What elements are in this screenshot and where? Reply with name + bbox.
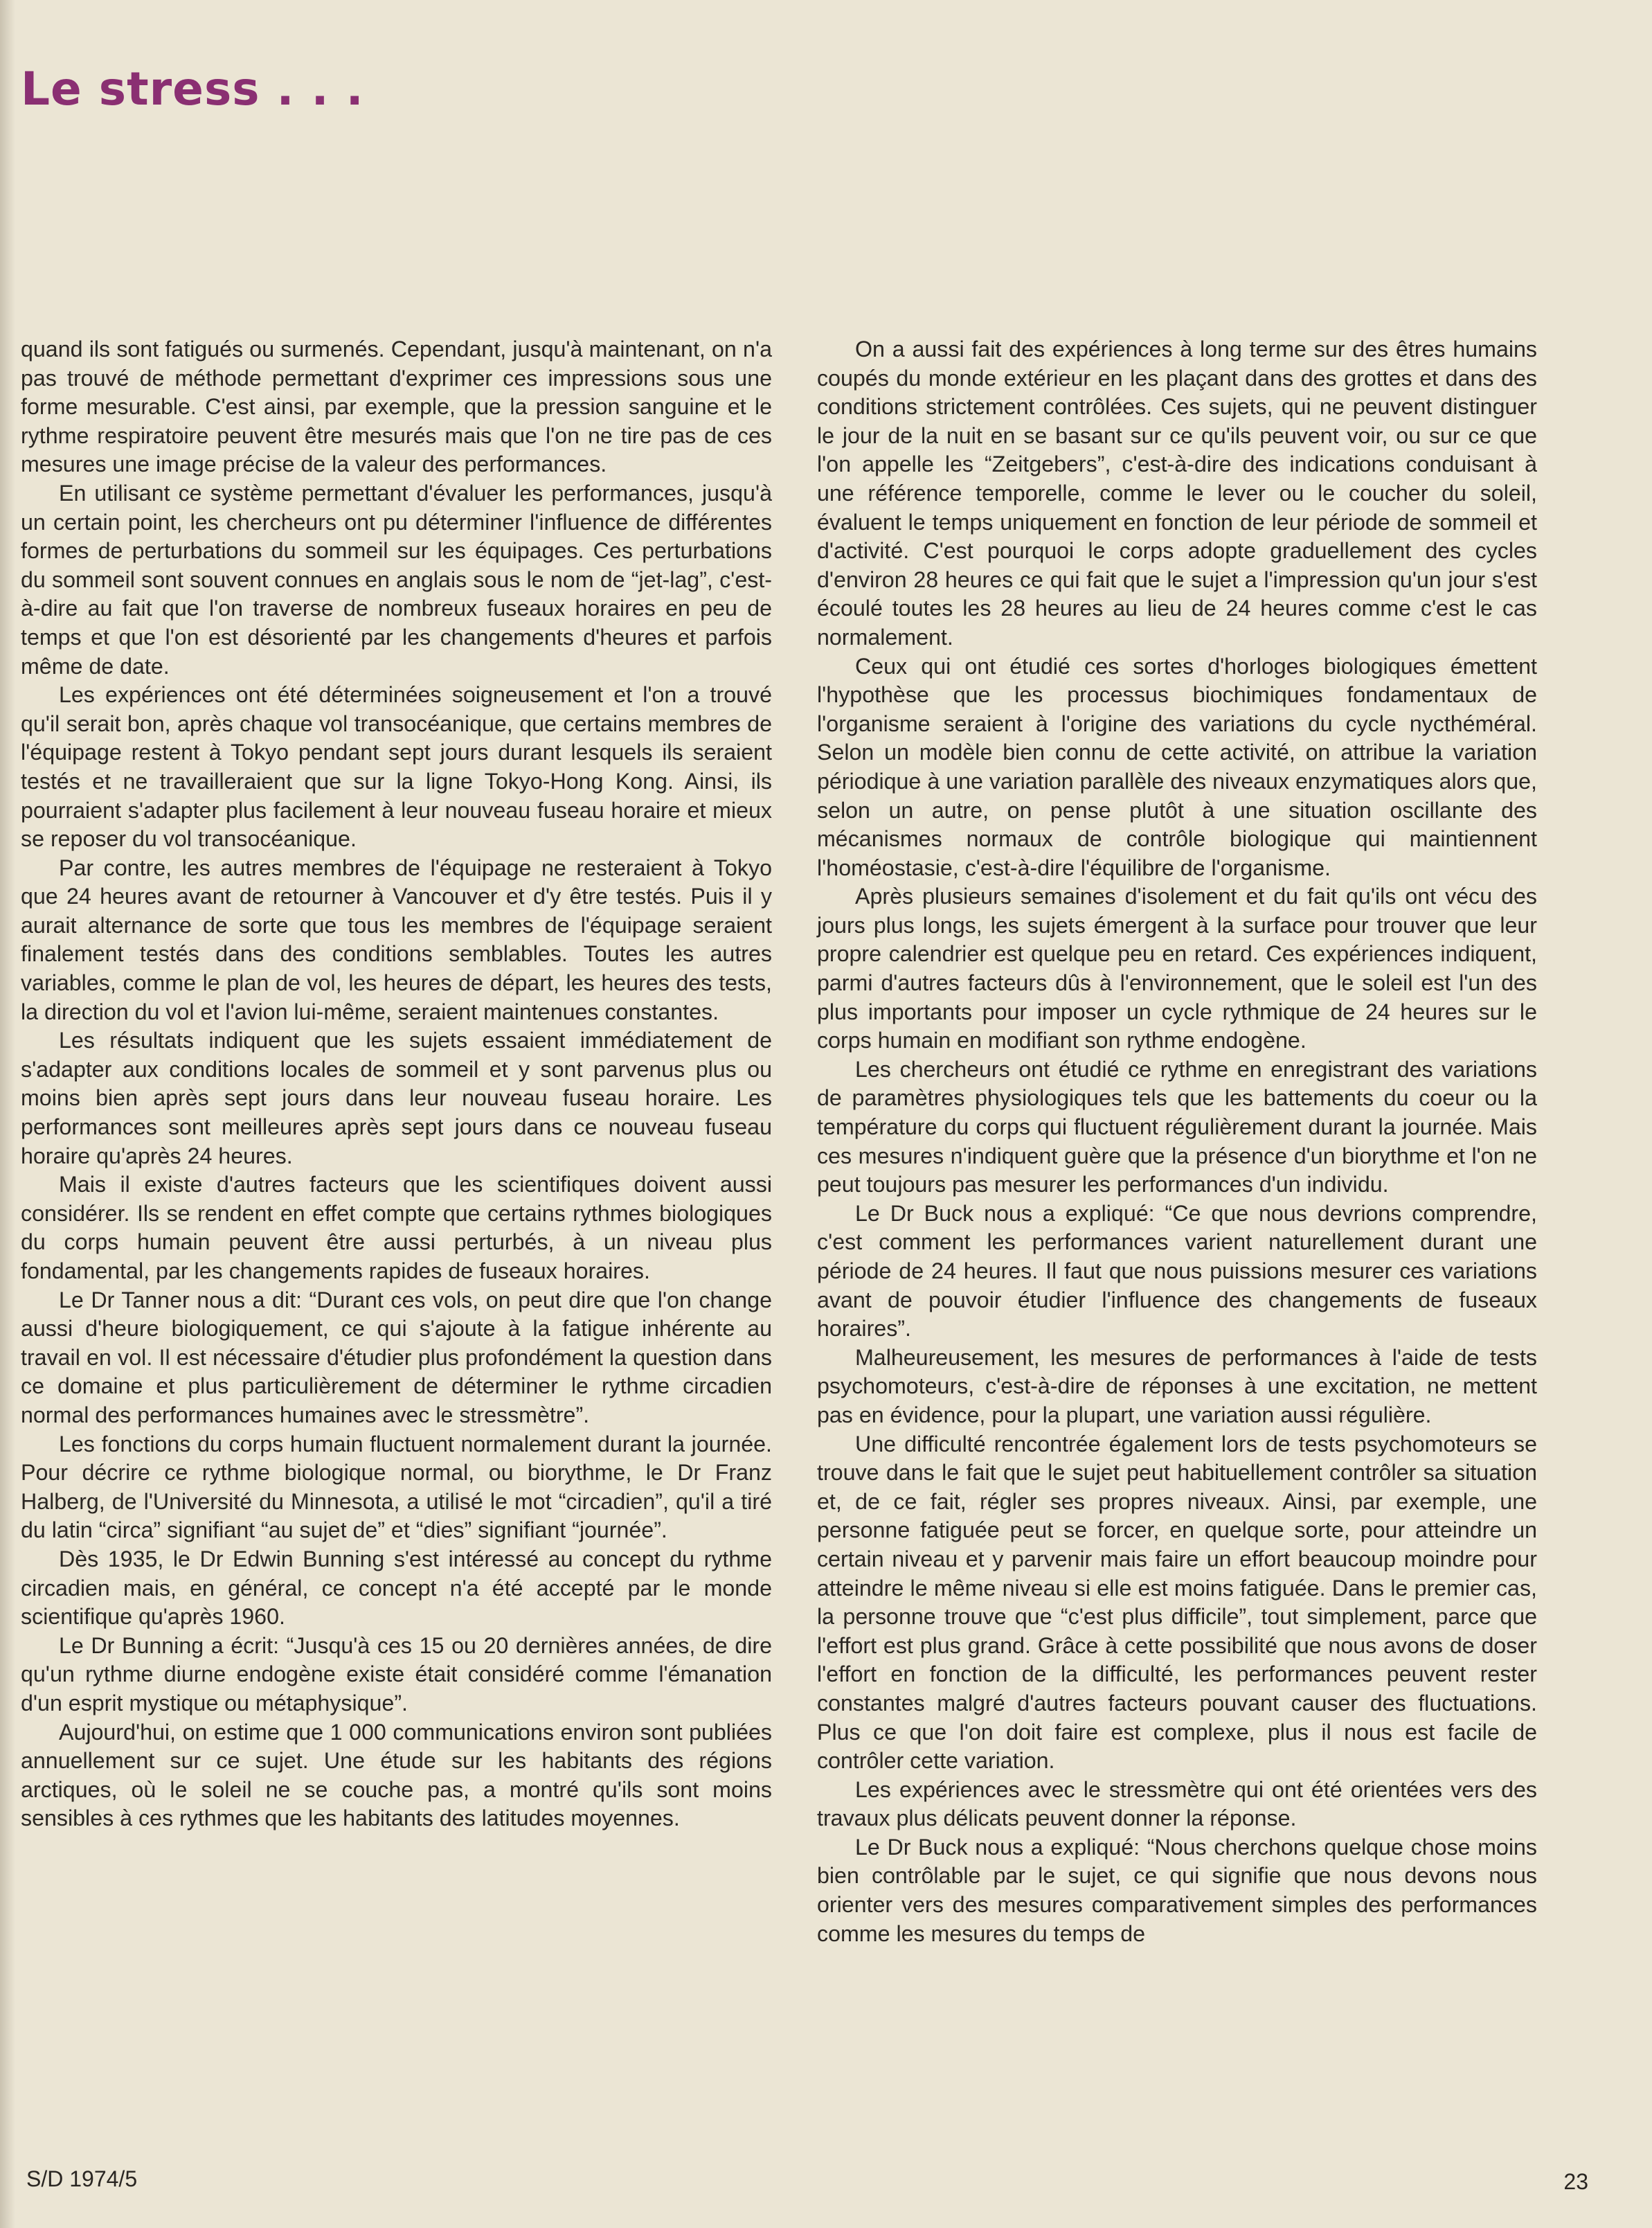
paragraph: Une difficulté rencontrée également lors de tests psychomoteurs se trouve dans le fait que le sujet peut habituellement contrôler sa situation et, de ce fait, régler ses propres niveaux. Ainsi, par exemple, une personne fatiguée peut se forcer, en quelque sorte, pour atteindre un certain niveau et y parvenir mais faire un effort beaucoup moindre pour atteindre le même niveau si elle est moins fatiguée. Dans le premier cas, la personne trouve que “c'est plus difficile”, tout simplement, parce que l'effort est plus grand. Grâce à cette possibilité que nous avons de doser l'effort en fonction de la difficulté, les performances peuvent rester constantes malgré d'autres facteurs pouvant causer des fluctuations. Plus ce que l'on doit faire est complexe, plus il nous est facile de contrôler cette variation. <box>817 1431 1537 1774</box>
page-binding-edge <box>0 0 15 2228</box>
paragraph: Malheureusement, les mesures de performances à l'aide de tests psychomoteurs, c'est-à-dire de réponses à une excitation, ne mettent pas en évidence, pour la plupart, une variation aussi régulière. <box>817 1344 1537 1427</box>
paragraph: Le Dr Buck nous a expliqué: “Ce que nous devrions comprendre, c'est comment les performances varient naturellement durant une période de 24 heures. Il faut que nous puissions mesurer ces variations avant de pouvoir étudier l'influence des changements de fuseaux horaires”. <box>817 1200 1537 1342</box>
paragraph: Mais il existe d'autres facteurs que les scientifiques doivent aussi considérer. Ils se rendent en effet compte que certains rythmes biologiques du corps humain peuvent être aussi perturbés, à un niveau plus fondamental, par les changements rapides de fuseaux horaires. <box>21 1172 772 1283</box>
right-column <box>817 335 1537 1948</box>
paragraph: Les chercheurs ont étudié ce rythme en enregistrant des variations de paramètres physiologiques tels que les battements du coeur ou la température du corps qui fluctuent régulièrement durant la journée. Mais ces mesures n'indiquent guère que la présence d'un biorythme et l'on ne peut toujours pas mesurer les performances d'un individu. <box>817 1056 1537 1197</box>
paragraph: Par contre, les autres membres de l'équipage ne resteraient à Tokyo que 24 heures avant de retourner à Vancouver et d'y être testés. Puis il y aurait alternance de sorte que tous les membres de l'équipage seraient finalement testés dans des conditions semblables. Toutes les autres variables, comme le plan de vol, les heures de départ, les heures des tests, la direction du vol et l'avion lui-même, seraient maintenues constantes. <box>21 855 772 1024</box>
paragraph: Les expériences avec le stressmètre qui ont été orientées vers des travaux plus délicats peuvent donner la réponse. <box>817 1776 1537 1831</box>
paragraph: quand ils sont fatigués ou surmenés. Cependant, jusqu'à maintenant, on n'a pas trouvé de méthode permettant d'exprimer ces impressions sous une forme mesurable. C'est ainsi, par exemple, que la pression sanguine et le rythme respiratoire peuvent être mesurés mais que l'on ne tire pas de ces mesures une image précise de la valeur des performances. <box>21 337 772 477</box>
paragraph: En utilisant ce système permettant d'évaluer les performances, jusqu'à un certain point, les chercheurs ont pu déterminer l'influence de différentes formes de perturbations du sommeil sur les équipages. Ces perturbations du sommeil sont souvent connues en anglais sous le nom de “jet-lag”, c'est-à-dire au fait que l'on traverse de nombreux fuseaux horaires en peu de temps et que l'on est désorienté par les changements d'heures et parfois même de date. <box>21 480 772 679</box>
paragraph: Les fonctions du corps humain fluctuent normalement durant la journée. Pour décrire ce rythme biologique normal, ou biorythme, le Dr Franz Halberg, de l'Université du Minnesota, a utilisé le mot “circadien”, qu'il a tiré du latin “circa” signifiant “au sujet de” et “dies” signifiant “journée”. <box>21 1431 772 1543</box>
footer-source: S/D 1974/5 <box>26 2166 138 2191</box>
page-number: 23 <box>1563 2169 1588 2194</box>
paragraph: On a aussi fait des expériences à long terme sur des êtres humains coupés du monde extérieur en les plaçant dans des grottes et dans des conditions strictement contrôlées. Ces sujets, qui ne peuvent distinguer le jour de la nuit en se basant sur ce qu'ils peuvent voir, ou sur ce que l'on appelle les “Zeitgebers”, c'est-à-dire des indications conduisant à une référence temporelle, comme le lever ou le coucher du soleil, évaluent le temps uniquement en fonction de leur période de sommeil et d'activité. C'est pourquoi le corps adopte graduellement des cycles d'environ 28 heures ce qui fait que le sujet a l'impression qu'un jour s'est écoulé toutes les 28 heures au lieu de 24 heures comme c'est le cas normalement. <box>817 337 1537 650</box>
paragraph: Ceux qui ont étudié ces sortes d'horloges biologiques émettent l'hypothèse que les processus biochimiques fondamentaux de l'organisme seraient à l'origine des variations du cycle nycthéméral. Selon un modèle bien connu de cette activité, on attribue la variation périodique à une variation parallèle des niveaux enzymatiques alors que, selon un autre, on pense plutôt à une situation oscillante des mécanismes normaux de contrôle biologique qui maintiennent l'homéostasie, c'est-à-dire l'équilibre de l'organisme. <box>817 653 1537 880</box>
left-column <box>21 335 772 1833</box>
paragraph: Le Dr Tanner nous a dit: “Durant ces vols, on peut dire que l'on change aussi d'heure biologiquement, ce qui s'ajoute à la fatigue inhérente au travail en vol. Il est nécessaire d'étudier plus profondément la question dans ce domaine et plus particulièrement de déterminer le rythme circadien normal des performances humaines avec le stressmètre”. <box>21 1287 772 1427</box>
paragraph: Le Dr Buck nous a expliqué: “Nous cherchons quelque chose moins bien contrôlable par le sujet, ce qui signifie que nous devons nous orienter vers des mesures comparativement simples des performances comme les mesures du temps de <box>817 1834 1537 1946</box>
paragraph: Les résultats indiquent que les sujets essaient immédiatement de s'adapter aux conditions locales de sommeil et y sont parvenus plus ou moins bien après sept jours dans leur nouveau fuseau horaire. Les performances sont meilleures après sept jours dans ce nouveau fuseau horaire qu'après 24 heures. <box>21 1028 772 1168</box>
paragraph: Dès 1935, le Dr Edwin Bunning s'est intéressé au concept du rythme circadien mais, en général, ce concept n'a été accepté par le monde scientifique qu'après 1960. <box>21 1546 772 1630</box>
paragraph: Le Dr Bunning a écrit: “Jusqu'à ces 15 ou 20 dernières années, de dire qu'un rythme diurne endogène existe était considéré comme l'émanation d'un esprit mystique ou métaphysique”. <box>21 1632 772 1715</box>
page-heading: Le stress . . . <box>21 62 364 116</box>
paragraph: Les expériences ont été déterminées soigneusement et l'on a trouvé qu'il serait bon, après chaque vol transocéanique, que certains membres de l'équipage restent à Tokyo pendant sept jours durant lesquels ils seraient testés et ne travailleraient que sur la ligne Tokyo-Hong Kong. Ainsi, ils pourraient s'adapter plus facilement à leur nouveau fuseau horaire et mieux se reposer du vol transocéanique. <box>21 682 772 852</box>
paragraph: Aujourd'hui, on estime que 1 000 communications environ sont publiées annuellement sur ce sujet. Une étude sur les habitants des régions arctiques, où le soleil ne se couche pas, a montré qu'ils sont moins sensibles à ces rythmes que les habitants des latitudes moyennes. <box>21 1719 772 1831</box>
paragraph: Après plusieurs semaines d'isolement et du fait qu'ils ont vécu des jours plus longs, les sujets émergent à la surface pour trouver que leur propre calendrier est quelque peu en retard. Ces expériences indiquent, parmi d'autres facteurs dûs à l'environnement, que le soleil est l'un des plus importants pour imposer un cycle rythmique de 24 heures sur le corps humain en modifiant son rythme endogène. <box>817 884 1537 1053</box>
